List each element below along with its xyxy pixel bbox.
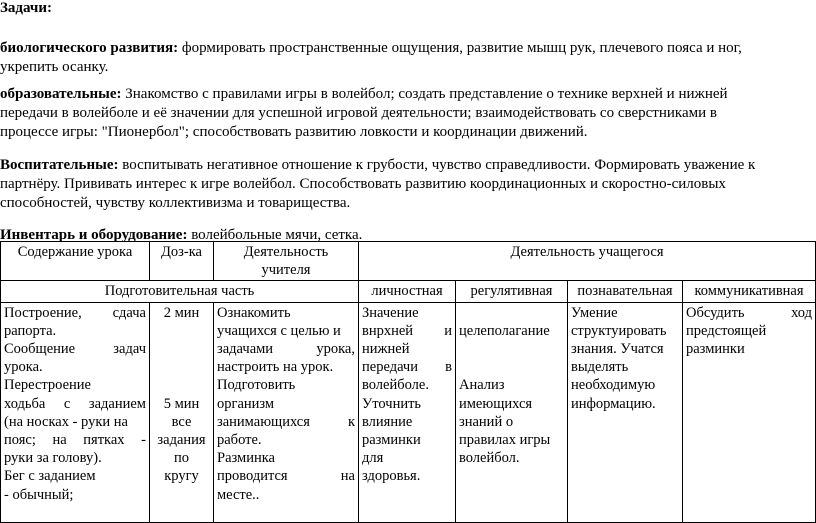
cell-line: целеполагание — [459, 322, 550, 339]
cell-line: урока. — [4, 359, 43, 376]
cell-line — [153, 340, 210, 358]
cell-line: Умение — [571, 304, 618, 321]
cell-line: влияние — [362, 413, 413, 430]
cell-line: знаний о — [459, 413, 514, 430]
cell-word: к — [347, 413, 355, 430]
cell-word: пояс; — [4, 432, 36, 449]
cell-line: рапорта. — [4, 322, 57, 339]
cell-line — [459, 304, 564, 322]
cell-line — [686, 304, 812, 322]
cell-word: Обсудить — [686, 304, 745, 321]
cell-line: волейболе. — [362, 377, 429, 394]
header-row-2 — [1, 281, 816, 302]
cell-line: Перестроение — [4, 377, 91, 394]
cell-line — [4, 395, 146, 413]
cell-line: - обычный; — [4, 486, 74, 503]
cell-line: Подготовить — [217, 377, 296, 394]
upbr-label: Воспитательные: — [0, 157, 119, 173]
cell-word: на — [340, 468, 355, 485]
cell-line: (на носках - руки на — [4, 413, 128, 430]
header-regulative: регулятивная — [456, 281, 568, 302]
table-row — [1, 302, 816, 522]
edu-text-1: Знакомство с правилами игры в волейбол; создать представление о технике верхней и нижней — [121, 86, 728, 102]
cell-line: месте.. — [217, 486, 260, 503]
cell-word: задач — [113, 341, 146, 358]
bio-line-2: укрепить осанку. — [0, 59, 109, 75]
cell-line: кругу — [164, 468, 199, 485]
cell-line — [362, 358, 452, 376]
edu-label: образовательные: — [0, 86, 122, 102]
header-dose: Доз-ка — [150, 242, 214, 281]
cell-line: 5 мин — [163, 395, 200, 412]
cell-word: урока, — [316, 341, 355, 358]
cell-line: по — [173, 450, 189, 467]
upbr-line-1 — [0, 156, 755, 175]
cell-word: и — [444, 322, 452, 339]
cell-line — [459, 358, 564, 376]
edu-line-3: процессе игры: "Пионербол"; способствовать развитию ловкости и координации движений. — [0, 124, 588, 140]
cell-line: 2 мин — [163, 304, 200, 321]
cell-word: сдача — [112, 304, 146, 321]
cell-line — [4, 340, 146, 358]
header-communicative: коммуникативная — [683, 281, 816, 302]
cell-line: настроить на урок. — [217, 359, 334, 376]
cell-word: Сообщение — [4, 341, 76, 358]
cell-personal — [359, 302, 456, 522]
cell-line — [362, 322, 452, 340]
equip-text: волейбольные мячи, сетка. — [187, 227, 363, 243]
bio-line-1 — [0, 39, 742, 58]
header-student: Деятельность учащегося — [359, 242, 816, 281]
upbr-line-3: способностей, чувству коллективизма и товарищества. — [0, 195, 351, 211]
cell-teacher — [214, 302, 359, 522]
header-teacher — [214, 242, 359, 281]
cell-line: Значение — [362, 304, 419, 321]
header-personal: личностная — [359, 281, 456, 302]
cell-word: заданием — [88, 395, 146, 412]
cell-line: знания. Учатся — [571, 341, 664, 358]
cell-line: волейбол. — [459, 450, 520, 467]
tasks-heading: Задачи: — [0, 0, 53, 16]
cell-line: работе. — [217, 432, 262, 449]
header-teacher-line-1: Деятельность — [243, 244, 329, 260]
cell-line — [4, 304, 146, 322]
cell-line — [217, 467, 355, 485]
cell-word: задачами — [217, 341, 274, 358]
cell-word: проводится — [217, 468, 288, 485]
cell-line: Разминка — [217, 450, 275, 467]
cell-line: выделять — [571, 359, 629, 376]
cell-line: структуировать — [571, 322, 667, 339]
header-teacher-line-2: учителя — [261, 262, 311, 279]
cell-line: руки за голову). — [4, 450, 102, 467]
cell-line: разминки — [362, 432, 421, 449]
cell-line — [217, 340, 355, 358]
lesson-table — [0, 241, 816, 523]
cell-line: предстоящей — [686, 322, 767, 339]
cell-word: - — [141, 432, 146, 449]
cell-line — [4, 431, 146, 449]
upbr-text-1: воспитывать негативное отношение к грубости, чувство справедливости. Формировать уважение к — [118, 157, 756, 173]
cell-line: для — [362, 450, 384, 467]
cell-line: имеющихся — [459, 395, 533, 412]
cell-word: Построение, — [4, 304, 82, 321]
cell-line: Ознакомить — [217, 304, 291, 321]
header-row-1 — [1, 242, 816, 281]
cell-line: нижней — [362, 341, 410, 358]
cell-line — [153, 358, 210, 376]
cell-regulative — [456, 302, 568, 522]
cell-word: ходьба — [4, 395, 46, 412]
cell-content — [1, 302, 150, 522]
header-cognitive: познавательная — [568, 281, 683, 302]
bio-label: биологического развития: — [0, 40, 179, 56]
cell-line — [153, 322, 210, 340]
cell-line: все — [171, 413, 192, 430]
cell-line: Анализ — [459, 377, 505, 394]
header-prep: Подготовительная часть — [1, 281, 359, 302]
cell-dose — [150, 302, 214, 522]
cell-word: в — [445, 359, 452, 376]
cell-word: пятках — [83, 432, 125, 449]
cell-word: передачи — [362, 359, 418, 376]
bio-text-1: формировать пространственные ощущения, развитие мышц рук, плечевого пояса и ног, — [178, 40, 742, 56]
cell-line — [459, 340, 564, 358]
cell-word: внрхней — [362, 322, 414, 339]
header-content: Содержание урока — [1, 242, 150, 281]
cell-line: организм — [217, 395, 275, 412]
cell-line: необходимую — [571, 377, 656, 394]
cell-line — [217, 413, 355, 431]
cell-word: ход — [791, 304, 812, 321]
cell-line: Бег с заданием — [4, 468, 96, 485]
upbr-line-2: партнёру. Прививать интерес к игре волейбол. Способствовать развитию координационных и скоростно-силовых — [0, 176, 726, 192]
cell-line: задания — [157, 432, 206, 449]
equip-label: Инвентарь и оборудование: — [0, 227, 188, 243]
cell-cognitive — [568, 302, 683, 522]
cell-line: разминки — [686, 341, 745, 358]
cell-word: на — [52, 432, 67, 449]
cell-line: учащихся с целью и — [217, 322, 341, 339]
cell-word: занимающихся — [217, 413, 310, 430]
edu-line-1 — [0, 85, 728, 104]
cell-line: здоровья. — [362, 468, 421, 485]
cell-communicative — [683, 302, 816, 522]
cell-line: информацию. — [571, 395, 656, 412]
edu-line-2: передачи в волейболе и её значении для успешной игровой деятельности; взаимодействовать со сверстниками в — [0, 105, 717, 121]
cell-line: правилах игры — [459, 432, 551, 449]
cell-line — [153, 376, 210, 394]
cell-line: Уточнить — [362, 395, 422, 412]
cell-word: с — [63, 395, 71, 412]
